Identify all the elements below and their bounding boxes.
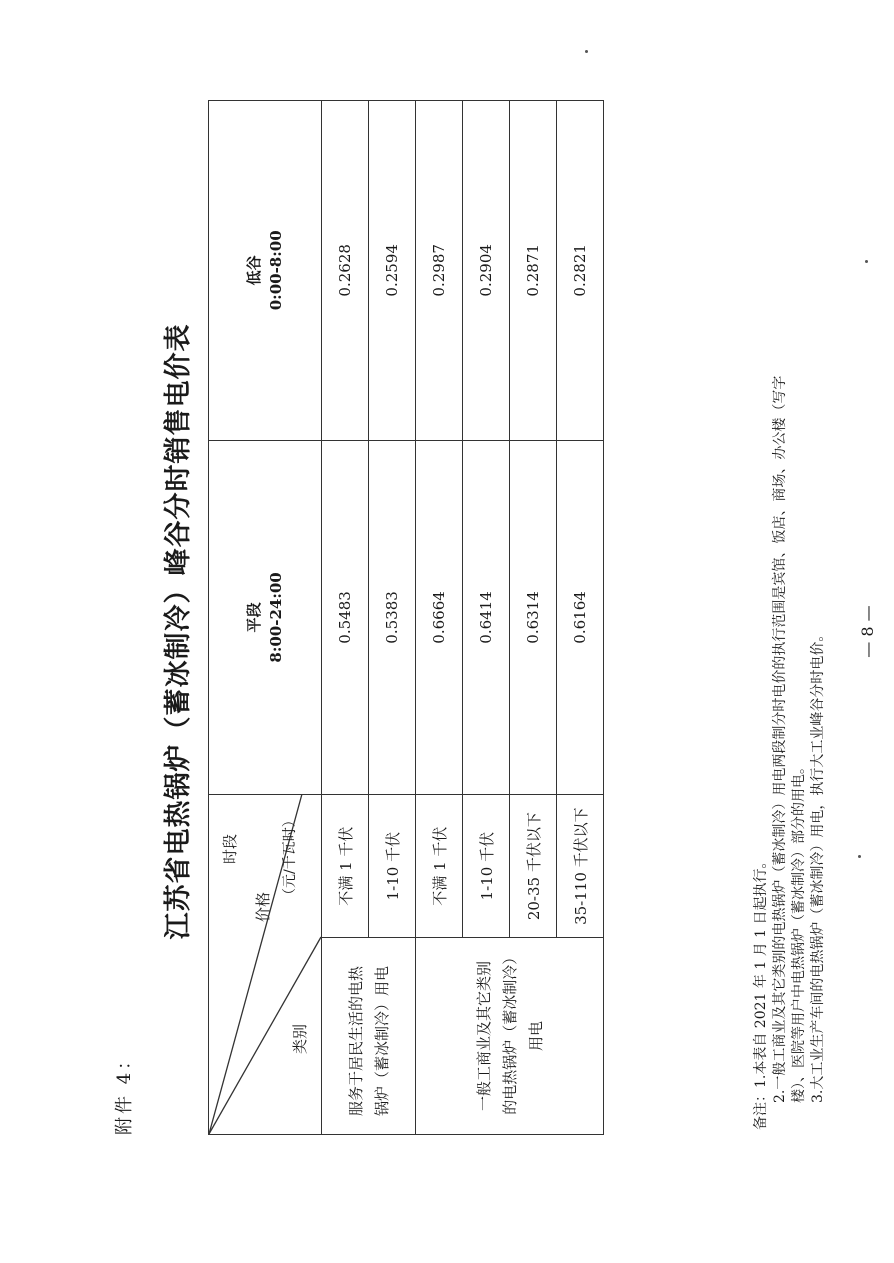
voltage-level: 不满 1 千伏 [416,795,463,938]
flat-price: 0.6414 [463,440,510,795]
valley-price: 0.2871 [510,101,557,441]
valley-period-header [209,101,322,441]
voltage-level: 不满 1 千伏 [322,795,369,938]
diagonal-header-cell [209,795,322,1135]
period-axis-label: 时段 [221,833,239,864]
note-item: 2.一般工商业及其它类别的电热锅炉（蓄冰制冷）用电两段制分时电价的执行范围是宾馆、饭店、商场、办公楼（写字 [772,375,788,1103]
valley-price: 0.2628 [322,101,369,441]
note-item: 楼）、医院等用户中电热锅炉（蓄冰制冷）部分的用电。 [791,760,807,1103]
note-item: 备注：1.本表自 2021 年 1 月 1 日起执行。 [753,854,769,1130]
price-unit-label: （元/千瓦时） [282,813,298,902]
valley-price: 0.2987 [416,101,463,441]
voltage-level: 20-35 千伏以下 [510,795,557,938]
scan-speck [858,855,861,858]
document-title: 江苏省电热锅炉（蓄冰制冷）峰谷分时销售电价表 [163,323,194,940]
tariff-table [208,100,604,1135]
valley-price: 0.2594 [369,101,416,441]
table-row [416,101,463,1135]
flat-price: 0.6664 [416,440,463,795]
notes-prefix: 备注： [753,1088,769,1130]
category-axis-label: 类别 [291,1023,309,1054]
table-header-row [209,101,322,1135]
flat-price: 0.6314 [510,440,557,795]
voltage-level: 1-10 千伏 [369,795,416,938]
flat-price: 0.5483 [322,440,369,795]
valley-period-hours: 0:00-8:00 [267,230,285,311]
notes-section [752,70,828,1130]
valley-period-name: 低谷 [245,255,263,286]
price-axis-label: 价格 [254,891,272,922]
annex-label: 附件 4： [114,1048,135,1135]
valley-price: 0.2821 [557,101,604,441]
flat-period-hours: 8:00-24:00 [267,572,285,663]
flat-period-name: 平段 [245,602,263,633]
flat-price: 0.5383 [369,440,416,795]
flat-price: 0.6164 [557,440,604,795]
page-number: — 8 — [858,605,877,658]
voltage-level: 1-10 千伏 [463,795,510,938]
flat-period-header [209,440,322,795]
category-residential: 服务于居民生活的电热锅炉（蓄冰制冷）用电 [322,938,416,1135]
category-commercial: 一般工商业及其它类别的电热锅炉（蓄冰制冷）用电 [416,938,604,1135]
scan-speck [865,260,868,263]
note-item: 3.大工业生产车间的电热锅炉（蓄冰制冷）用电，执行大工业峰谷分时电价。 [810,627,826,1103]
valley-price: 0.2904 [463,101,510,441]
scan-speck [585,50,588,53]
table-row [322,101,369,1135]
voltage-level: 35-110 千伏以下 [557,795,604,938]
